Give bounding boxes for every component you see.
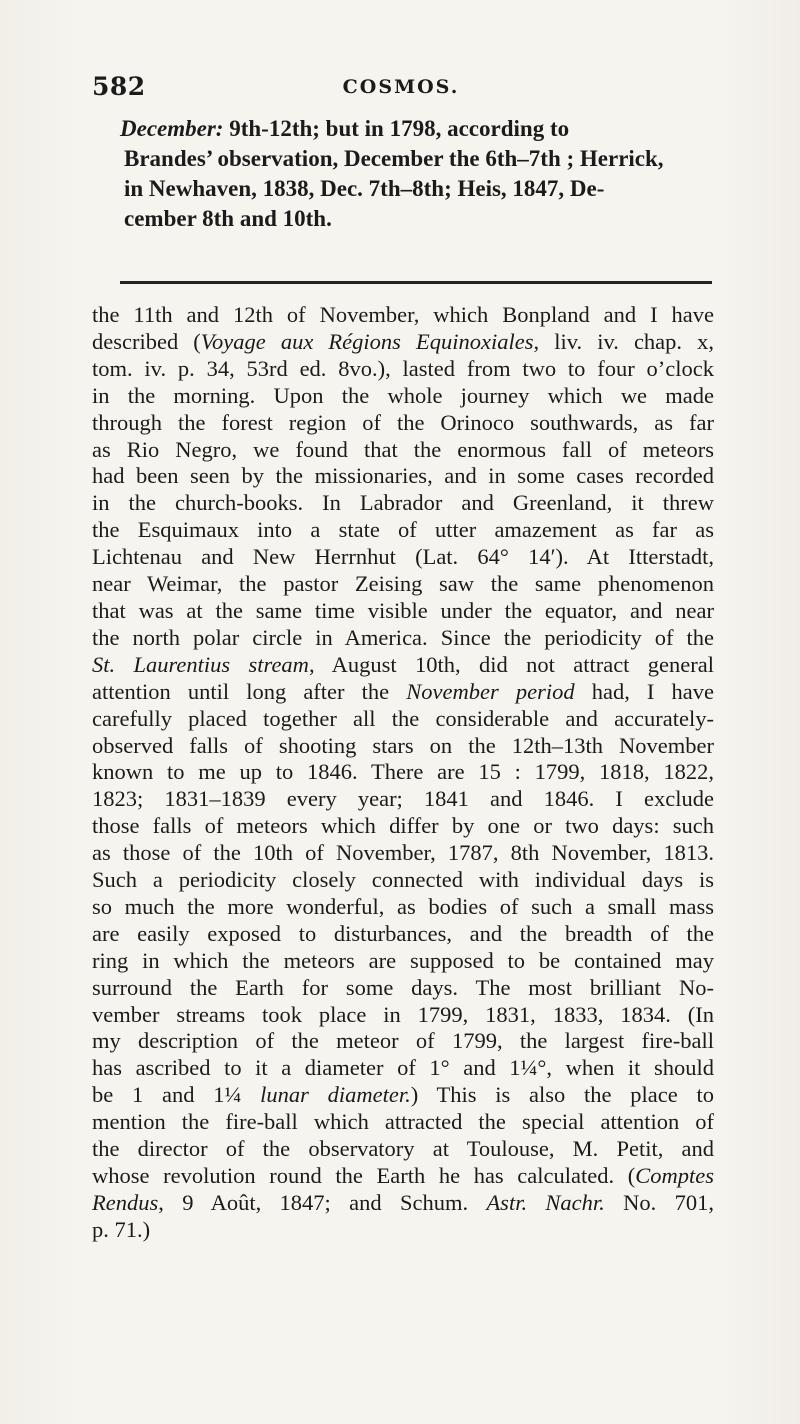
body-line: as Rio Negro, we found that the enormous fall of meteors (92, 436, 714, 462)
body-line: in the church-books. In Labrador and Greenland, it threw (92, 490, 714, 516)
body-line (92, 329, 714, 356)
footnote-line: in Newhaven, 1838, Dec. 7th–8th; Heis, 1847, De- (124, 176, 605, 201)
body-italic-title: Voyage aux Régions Equinoxiales (200, 328, 534, 354)
body-line: Lichtenau and New Herrnhut (Lat. 64° 14′). At Itterstadt, (92, 544, 714, 570)
body-line: so much the more wonderful, as bodies of such a small mass (92, 893, 714, 919)
body-line: those falls of meteors which differ by one or two days: such (92, 813, 714, 839)
body-line (92, 1190, 714, 1217)
body-italic-term: November period (406, 678, 575, 704)
body-line: are easily exposed to disturbances, and the breadth of the (92, 920, 714, 946)
body-line: observed falls of shooting stars on the 12th–13th November (92, 732, 714, 758)
body-line: Such a periodicity closely connected with individual days is (92, 867, 714, 893)
body-line (92, 652, 714, 679)
body-italic-title: St. Laurentius stream (92, 651, 309, 677)
body-italic-title: Comptes (635, 1163, 714, 1188)
body-text-segment: attention until long after the (92, 678, 407, 704)
body-line: vember streams took place in 1799, 1831, 1833, 1834. (In (92, 1001, 714, 1027)
body-line: tom. iv. p. 34, 53rd ed. 8vo.), lasted from two to four o’clock (92, 355, 714, 381)
body-line: the Esquimaux into a state of utter amazement as far as (92, 517, 714, 543)
footnote-line (120, 114, 716, 144)
body-line: 1823; 1831–1839 every year; 1841 and 1846. I exclude (92, 786, 714, 812)
body-line: carefully placed together all the considerable and accurately- (92, 705, 714, 731)
footnote-line: Brandes’ observation, December the 6th–7th ; Herrick, (124, 146, 664, 171)
body-line: the north polar circle in America. Since the periodicity of the (92, 624, 714, 650)
body-line (92, 1082, 714, 1109)
body-line: known to me up to 1846. There are 15 : 1799, 1818, 1822, (92, 759, 714, 785)
body-line: near Weimar, the pastor Zeising saw the same phenomenon (92, 571, 714, 597)
body-text-segment: , liv. iv. chap. x, (533, 328, 714, 354)
body-text-segment: No. 701, (604, 1189, 714, 1215)
body-line: in the morning. Upon the whole journey which we made (92, 382, 714, 408)
body-text-segment: described ( (92, 328, 201, 354)
footnote-text-segment: 9th-12th; but in 1798, according to (223, 116, 570, 141)
footnote-italic-segment: December: (120, 116, 224, 141)
body-text-segment: ) This is also the place to (410, 1082, 714, 1108)
body-text-segment: had, I have (574, 678, 715, 704)
body-line: ring in which the meteors are supposed to be contained may (92, 947, 714, 973)
footnote-separator-rule (120, 281, 712, 284)
running-title: COSMOS. (342, 76, 460, 98)
body-line: through the forest region of the Orinoco southwards, as far (92, 409, 714, 435)
page-header (92, 72, 710, 108)
body-text-segment: , August 10th, did not attract general (308, 651, 714, 677)
body-line: surround the Earth for some days. The most brilliant No- (92, 974, 714, 1000)
body-line: had been seen by the missionaries, and in some cases recorded (92, 463, 714, 489)
footnote-continuation (120, 114, 716, 234)
body-line: the director of the observatory at Toulouse, M. Petit, and (92, 1136, 714, 1162)
body-italic-term: lunar diameter. (260, 1082, 411, 1108)
body-line (92, 1163, 714, 1190)
body-line: the 11th and 12th of November, which Bonpland and I have (92, 302, 714, 327)
body-text-segment: whose revolution round the Earth he has calculated. ( (92, 1163, 636, 1188)
body-italic-title: Rendus (92, 1189, 159, 1215)
body-paragraph (92, 302, 714, 1244)
body-line: p. 71.) (92, 1216, 151, 1242)
page-number: 582 (92, 72, 146, 101)
body-line: that was at the same time visible under the equator, and near (92, 597, 714, 623)
body-line: as those of the 10th of November, 1787, 8th November, 1813. (92, 840, 714, 866)
body-line (92, 679, 714, 706)
footnote-line: cember 8th and 10th. (124, 206, 332, 231)
body-italic-title: Astr. Nachr. (486, 1189, 605, 1215)
body-line: has ascribed to it a diameter of 1° and 1¼°, when it should (92, 1055, 714, 1081)
body-line: my description of the meteor of 1799, the largest fire-ball (92, 1028, 714, 1054)
body-text-segment: be 1 and 1¼ (92, 1082, 261, 1108)
body-text-segment: , 9 Août, 1847; and Schum. (158, 1189, 487, 1215)
body-line: mention the fire-ball which attracted the special attention of (92, 1109, 714, 1135)
